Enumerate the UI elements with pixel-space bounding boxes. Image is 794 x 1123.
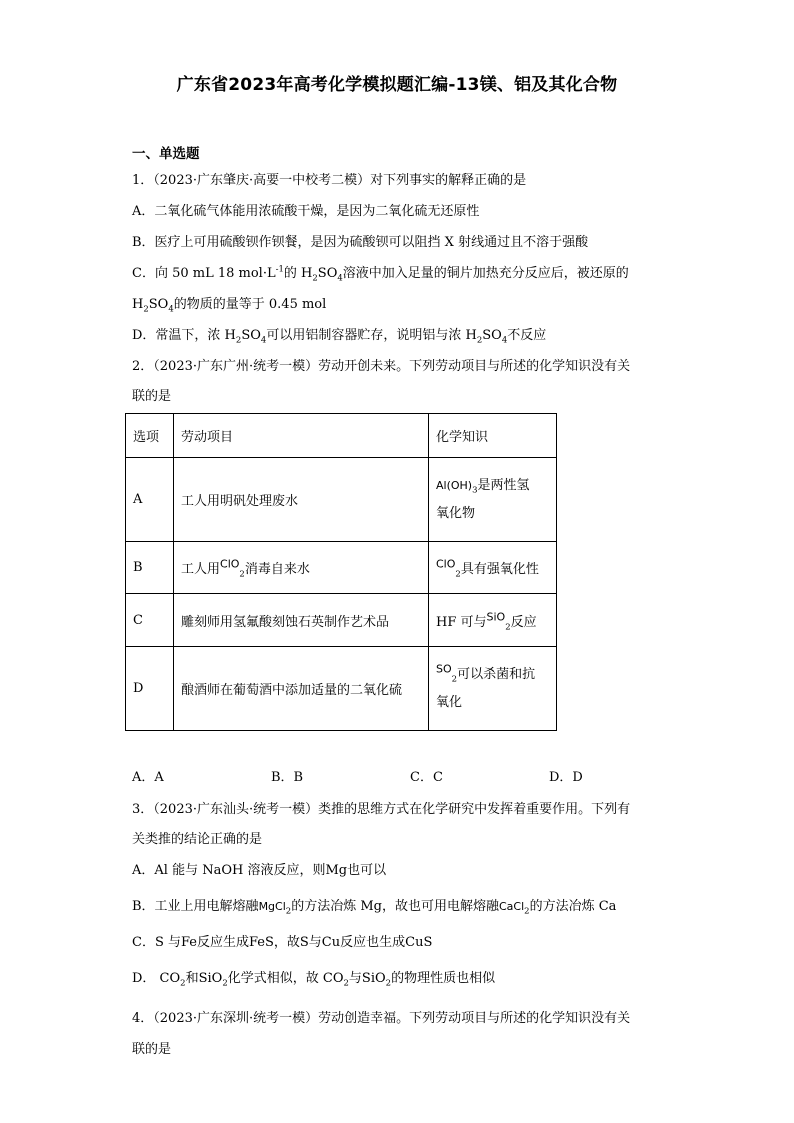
q1-option-d: D．常温下，浓 $H_2SO_4$可以用铝制容器贮存，说明铝与浓 $H_2SO_4$不反应 (132, 328, 547, 346)
table-row (126, 594, 557, 647)
document-title: 广东省2023年高考化学模拟题汇编-13镁、铝及其化合物 (176, 75, 618, 95)
q2-choice-d[interactable]: D．D (549, 770, 583, 785)
row-d-option: D (126, 647, 174, 731)
row-c-option: C (126, 594, 174, 647)
q1-stem: 1．（2023·广东肇庆·高要一中校考二模）对下列事实的解释正确的是 (132, 173, 527, 188)
header-knowledge: 化学知识 (429, 414, 557, 458)
table-row (126, 458, 557, 542)
q1-option-c-line2: $H_2SO_4$的物质的量等于 0.45 mol (132, 297, 327, 315)
q2-choice-b[interactable]: B．B (271, 770, 304, 785)
q1-option-a: A．二氧化硫气体能用浓硫酸干燥，是因为二氧化硫无还原性 (132, 204, 480, 219)
section-heading: 一、单选题 (132, 146, 200, 162)
q2-choice-c[interactable]: C．C (410, 770, 443, 785)
table-row (126, 647, 557, 731)
table-header-row (126, 414, 557, 458)
q2-stem-line2: 联的是 (132, 389, 172, 404)
q3-option-a: A．Al 能与 NaOH 溶液反应，则Mg也可以 (132, 863, 387, 878)
q3-option-c: C．S 与Fe反应生成FeS，故S与Cu反应也生成CuS (132, 935, 433, 950)
q2-choice-a[interactable]: A．A (132, 770, 164, 785)
row-d-task: 酿酒师在葡萄酒中添加适量的二氧化硫 (174, 647, 429, 731)
row-a-option: A (126, 458, 174, 542)
table-row (126, 542, 557, 594)
q1-option-b: B．医疗上可用硫酸钡作钡餐，是因为硫酸钡可以阻挡 X 射线通过且不溶于强酸 (132, 235, 589, 250)
q4-stem-line2: 联的是 (132, 1042, 172, 1057)
row-a-knowledge: $Al(OH)_3$是两性氢 氧化物 (429, 458, 557, 542)
q3-stem-line2: 关类推的结论正确的是 (132, 832, 263, 847)
header-task: 劳动项目 (174, 414, 429, 458)
q3-option-b: B．工业上用电解熔融MgCl$_2$的方法冶炼 Mg，故也可用电解熔融CaCl$_2$的方法冶炼 Ca (132, 899, 617, 917)
q2-table (125, 413, 557, 731)
header-option: 选项 (126, 414, 174, 458)
q3-stem-line1: 3．（2023·广东汕头·统考一模）类推的思维方式在化学研究中发挥着重要作用。下列有 (132, 802, 631, 817)
q1-option-c-line1: C．向 50 mL 18 $mol\cdot L^{-1}$的 $H_2SO_4$溶液中加入足量的铜片加热充分反应后，被还原的 (132, 264, 629, 284)
row-b-task: 工人用$^{ClO}_2$消毒自来水 (174, 542, 429, 594)
q2-stem-line1: 2．（2023·广东广州·统考一模）劳动开创未来。下列劳动项目与所述的化学知识没有关 (132, 359, 631, 374)
q4-stem-line1: 4．（2023·广东深圳·统考一模）劳动创造幸福。下列劳动项目与所述的化学知识没有关 (132, 1011, 631, 1026)
row-b-knowledge: $^{ClO}_2$具有强氧化性 (429, 542, 557, 594)
row-a-task: 工人用明矾处理废水 (174, 458, 429, 542)
q3-option-d: D． $CO_2$和SiO$_2$化学式相似，故 $CO_2$与SiO$_2$的物理性质也相似 (132, 971, 496, 989)
row-c-task: 雕刻师用氢氟酸刻蚀石英制作艺术品 (174, 594, 429, 647)
row-d-knowledge: $^{SO}_2$可以杀菌和抗 氧化 (429, 647, 557, 731)
row-c-knowledge: HF 可与$^{SiO}_2$反应 (429, 594, 557, 647)
row-b-option: B (126, 542, 174, 594)
